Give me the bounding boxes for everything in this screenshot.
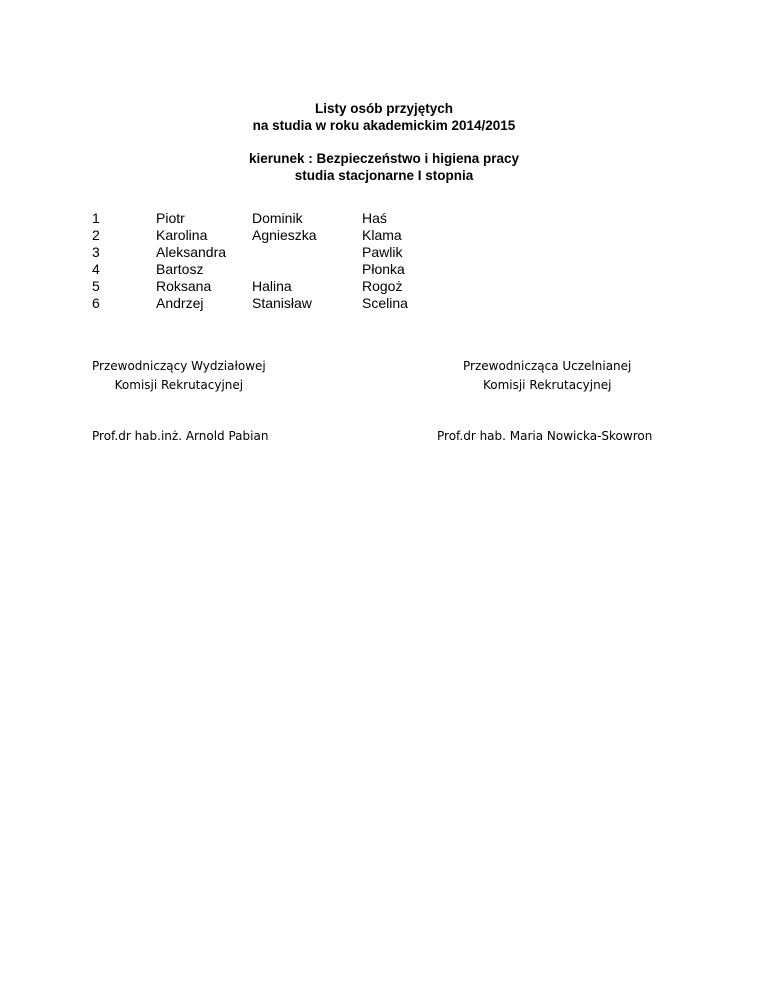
left-signatory-title (92, 357, 266, 395)
table-row (92, 227, 442, 244)
student-first-name: Bartosz (156, 261, 204, 277)
student-first-name: Aleksandra (156, 244, 227, 260)
student-last-name: Pawlik (362, 244, 403, 260)
student-second-name (252, 261, 362, 278)
student-number: 2 (92, 227, 100, 243)
student-second-name (252, 244, 362, 261)
student-second-name: Agnieszka (252, 227, 317, 243)
left-title-line-1: Przewodniczący Wydziałowej (92, 359, 266, 373)
student-second-name: Stanisław (252, 295, 312, 311)
right-title-line-2: Komisji Rekrutacyjnej (482, 378, 612, 392)
student-number: 1 (92, 210, 100, 226)
student-last-name: Haś (362, 210, 387, 226)
student-last-name: Klama (362, 227, 402, 243)
admitted-students-table (92, 210, 442, 312)
field-line-2: studia stacjonarne I stopnia (294, 168, 474, 183)
student-number: 3 (92, 244, 100, 260)
student-first-name: Roksana (156, 278, 212, 294)
right-title-line-1: Przewodnicząca Uczelnianej (463, 359, 632, 373)
field-line-1: kierunek : Bezpieczeństwo i higiena pracy (248, 151, 520, 166)
student-last-name: Płonka (362, 261, 405, 277)
title-line-1: Listy osób przyjętych (314, 101, 454, 116)
right-signatory-name: Prof.dr hab. Maria Nowicka-Skowron (437, 429, 653, 443)
student-number: 5 (92, 278, 100, 294)
table-row (92, 295, 442, 312)
left-title-line-2: Komisji Rekrutacyjnej (114, 378, 244, 392)
left-signatory-name: Prof.dr hab.inż. Arnold Pabian (92, 429, 269, 443)
student-last-name: Scelina (362, 295, 408, 311)
student-second-name: Dominik (252, 210, 303, 226)
title-line-2: na studia w roku akademickim 2014/2015 (252, 118, 516, 133)
student-first-name: Karolina (156, 227, 208, 243)
student-second-name: Halina (252, 278, 292, 294)
table-row (92, 261, 442, 278)
table-row (92, 278, 442, 295)
student-last-name: Rogoż (362, 278, 403, 294)
students-table-body (92, 210, 442, 312)
table-row (92, 210, 442, 227)
field-of-study (0, 150, 768, 184)
right-signatory-title (463, 357, 631, 395)
student-first-name: Andrzej (156, 295, 204, 311)
student-number: 6 (92, 295, 100, 311)
document-title (0, 100, 768, 134)
student-first-name: Piotr (156, 210, 185, 226)
student-number: 4 (92, 261, 100, 277)
table-row (92, 244, 442, 261)
